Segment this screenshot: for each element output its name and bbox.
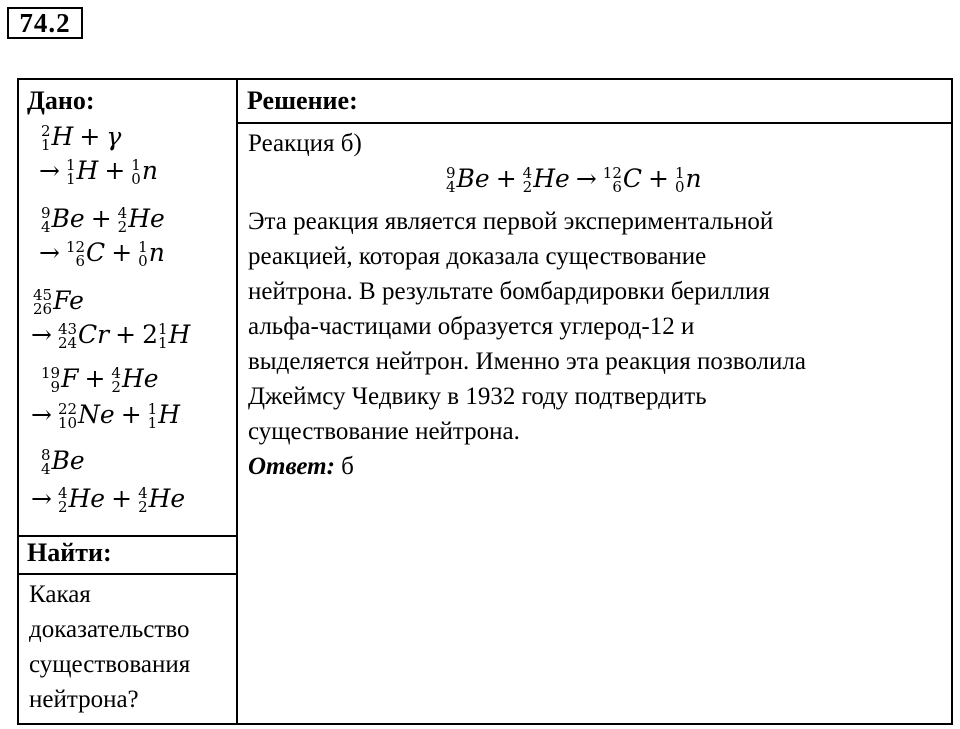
nuclide-indices bbox=[41, 121, 51, 154]
solution-label: Решение: bbox=[247, 86, 358, 115]
explanation-paragraph bbox=[248, 204, 928, 484]
atomic-number: 6 bbox=[612, 177, 622, 196]
find-question bbox=[29, 577, 190, 717]
operator: + bbox=[115, 320, 137, 349]
nuclide bbox=[58, 400, 115, 431]
nuclide-indices bbox=[41, 203, 51, 236]
nuclide bbox=[41, 364, 78, 395]
problem-number: 74.2 bbox=[7, 7, 83, 39]
atomic-number: 24 bbox=[57, 333, 78, 352]
element-symbol: He bbox=[68, 484, 106, 513]
mass-number: 12 bbox=[65, 237, 86, 256]
operator: + bbox=[648, 164, 669, 193]
operator: → bbox=[39, 238, 60, 267]
solution-divider bbox=[238, 122, 951, 124]
mass-number: 4 bbox=[138, 483, 148, 502]
atomic-number: 4 bbox=[41, 459, 51, 478]
element-symbol: n bbox=[685, 164, 702, 193]
reaction-lhs bbox=[41, 364, 159, 395]
coefficient: 2 bbox=[142, 320, 158, 349]
operator: + bbox=[120, 400, 142, 429]
mass-number: 19 bbox=[41, 363, 61, 382]
nuclide-indices bbox=[65, 155, 76, 188]
atomic-number: 4 bbox=[446, 177, 456, 196]
paragraph-line: реакцией, которая доказала существование bbox=[248, 243, 707, 270]
nuclide bbox=[523, 164, 570, 195]
mass-number: 43 bbox=[57, 319, 78, 338]
atomic-number: 26 bbox=[33, 299, 53, 318]
mass-number: 4 bbox=[57, 483, 68, 502]
nuclide bbox=[33, 286, 84, 317]
operator: + bbox=[104, 156, 126, 185]
mass-number: 1 bbox=[158, 319, 168, 338]
nuclide-indices bbox=[57, 319, 78, 352]
reaction-lhs bbox=[41, 204, 165, 235]
answer-line bbox=[248, 449, 928, 484]
mass-number: 4 bbox=[111, 363, 121, 382]
particle-symbol: γ bbox=[106, 122, 122, 151]
reaction-rhs bbox=[25, 484, 185, 515]
mass-number: 12 bbox=[602, 163, 622, 182]
atomic-number: 1 bbox=[158, 333, 168, 352]
element-symbol: H bbox=[158, 400, 181, 429]
nuclide bbox=[446, 164, 490, 195]
element-symbol: Be bbox=[456, 164, 490, 193]
nuclide bbox=[131, 156, 158, 187]
answer-label: Ответ: bbox=[248, 453, 335, 480]
atomic-number: 1 bbox=[65, 169, 76, 188]
nuclide bbox=[41, 204, 85, 235]
paragraph-line: Джеймсу Чедвику в 1932 году подтвердить bbox=[248, 383, 707, 410]
find-line: Какая bbox=[29, 581, 91, 608]
operator: → bbox=[31, 320, 52, 349]
element-symbol: Be bbox=[51, 446, 85, 475]
operator: → bbox=[31, 484, 52, 513]
nuclide bbox=[111, 364, 158, 395]
element-symbol: He bbox=[128, 204, 165, 233]
atomic-number: 6 bbox=[75, 251, 86, 270]
nuclide bbox=[138, 238, 165, 269]
nuclide-indices bbox=[117, 203, 128, 236]
find-line: нейтрона? bbox=[29, 686, 139, 713]
nuclide bbox=[158, 320, 190, 351]
reaction-rhs bbox=[33, 238, 165, 269]
mass-number: 9 bbox=[41, 203, 51, 222]
nuclide-indices bbox=[158, 319, 168, 352]
nuclide bbox=[58, 484, 105, 515]
element-symbol: Be bbox=[51, 204, 85, 233]
reaction-label: Реакция б) bbox=[248, 130, 362, 157]
nuclide bbox=[58, 320, 109, 351]
element-symbol: Ne bbox=[78, 400, 115, 429]
mass-number: 9 bbox=[446, 163, 456, 182]
element-symbol: C bbox=[86, 238, 106, 267]
operator: + bbox=[495, 164, 517, 193]
nuclide-indices bbox=[147, 399, 158, 432]
nuclide-indices bbox=[138, 237, 148, 270]
operator: → bbox=[31, 400, 52, 429]
nuclide bbox=[148, 400, 180, 431]
nuclide bbox=[66, 156, 98, 187]
nuclide-indices bbox=[65, 237, 86, 270]
operator: + bbox=[79, 122, 101, 151]
reaction-lhs bbox=[41, 122, 121, 153]
operator: + bbox=[90, 204, 112, 233]
nuclide bbox=[66, 238, 105, 269]
mass-number: 4 bbox=[522, 163, 533, 182]
mass-number: 1 bbox=[138, 237, 148, 256]
find-label: Найти: bbox=[27, 538, 112, 567]
element-symbol: C bbox=[622, 164, 643, 193]
atomic-number: 2 bbox=[111, 377, 121, 396]
reaction-rhs bbox=[25, 400, 180, 431]
atomic-number: 1 bbox=[41, 135, 51, 154]
nuclide bbox=[675, 164, 702, 195]
reaction-lhs bbox=[33, 286, 84, 317]
atomic-number: 2 bbox=[138, 497, 148, 516]
mass-number: 1 bbox=[65, 155, 76, 174]
element-symbol: He bbox=[121, 364, 159, 393]
nuclide-indices bbox=[446, 163, 456, 196]
reaction-rhs bbox=[33, 156, 158, 187]
nuclide-indices bbox=[138, 483, 148, 516]
element-symbol: n bbox=[148, 238, 165, 267]
nuclide-indices bbox=[522, 163, 533, 196]
element-symbol: n bbox=[141, 156, 158, 185]
element-symbol: H bbox=[76, 156, 99, 185]
atomic-number: 0 bbox=[131, 169, 141, 188]
mass-number: 8 bbox=[41, 445, 51, 464]
element-symbol: Fe bbox=[53, 286, 84, 315]
given-divider bbox=[19, 535, 236, 537]
operator: + bbox=[84, 364, 106, 393]
atomic-number: 2 bbox=[57, 497, 68, 516]
mass-number: 1 bbox=[147, 399, 158, 418]
mass-number: 1 bbox=[674, 163, 685, 182]
atomic-number: 10 bbox=[57, 413, 78, 432]
solution-sheet bbox=[17, 78, 953, 725]
nuclide bbox=[41, 122, 73, 153]
atomic-number: 0 bbox=[138, 251, 148, 270]
operator: + bbox=[111, 238, 133, 267]
nuclide-indices bbox=[57, 483, 68, 516]
nuclide-indices bbox=[41, 363, 61, 396]
element-symbol: He bbox=[148, 484, 186, 513]
nuclide bbox=[138, 484, 185, 515]
atomic-number: 0 bbox=[674, 177, 685, 196]
given-column bbox=[19, 80, 238, 723]
solution-column bbox=[238, 80, 951, 723]
mass-number: 22 bbox=[57, 399, 78, 418]
paragraph-line: альфа-частицами образуется углерод-12 и bbox=[248, 313, 695, 340]
operator: + bbox=[111, 484, 133, 513]
nuclide-indices bbox=[111, 363, 121, 396]
nuclide bbox=[118, 204, 165, 235]
find-divider bbox=[19, 573, 236, 575]
nuclide-indices bbox=[41, 445, 51, 478]
paragraph-line: Эта реакция является первой экспериментальной bbox=[248, 208, 774, 235]
nuclide-indices bbox=[602, 163, 622, 196]
mass-number: 1 bbox=[131, 155, 141, 174]
element-symbol: H bbox=[168, 320, 191, 349]
reaction-lhs bbox=[41, 446, 85, 477]
atomic-number: 2 bbox=[117, 217, 128, 236]
paragraph-line: нейтрона. В результате бомбардировки бериллия bbox=[248, 278, 770, 305]
paragraph-line: существование нейтрона. bbox=[248, 418, 520, 445]
atomic-number: 9 bbox=[50, 377, 61, 396]
mass-number: 45 bbox=[33, 285, 53, 304]
nuclide-indices bbox=[131, 155, 141, 188]
mass-number: 2 bbox=[41, 121, 51, 140]
nuclide-indices bbox=[57, 399, 78, 432]
mass-number: 4 bbox=[117, 203, 128, 222]
element-symbol: Cr bbox=[78, 320, 110, 349]
nuclide bbox=[41, 446, 85, 477]
paragraph-line: выделяется нейтрон. Именно эта реакция позволила bbox=[248, 348, 806, 375]
element-symbol: He bbox=[533, 164, 570, 193]
operator: → bbox=[575, 164, 597, 193]
given-label: Дано: bbox=[27, 86, 95, 115]
answer-value: б bbox=[341, 453, 354, 480]
find-line: доказательство bbox=[29, 616, 190, 643]
atomic-number: 4 bbox=[41, 217, 51, 236]
element-symbol: H bbox=[51, 122, 74, 151]
atomic-number: 2 bbox=[522, 177, 533, 196]
operator: → bbox=[39, 156, 60, 185]
element-symbol: F bbox=[61, 364, 79, 393]
atomic-number: 1 bbox=[147, 413, 158, 432]
find-line: существования bbox=[29, 651, 191, 678]
nuclide-indices bbox=[674, 163, 685, 196]
nuclide-indices bbox=[33, 285, 53, 318]
solution-reaction bbox=[446, 164, 702, 195]
reaction-rhs bbox=[25, 320, 190, 351]
nuclide bbox=[603, 164, 642, 195]
